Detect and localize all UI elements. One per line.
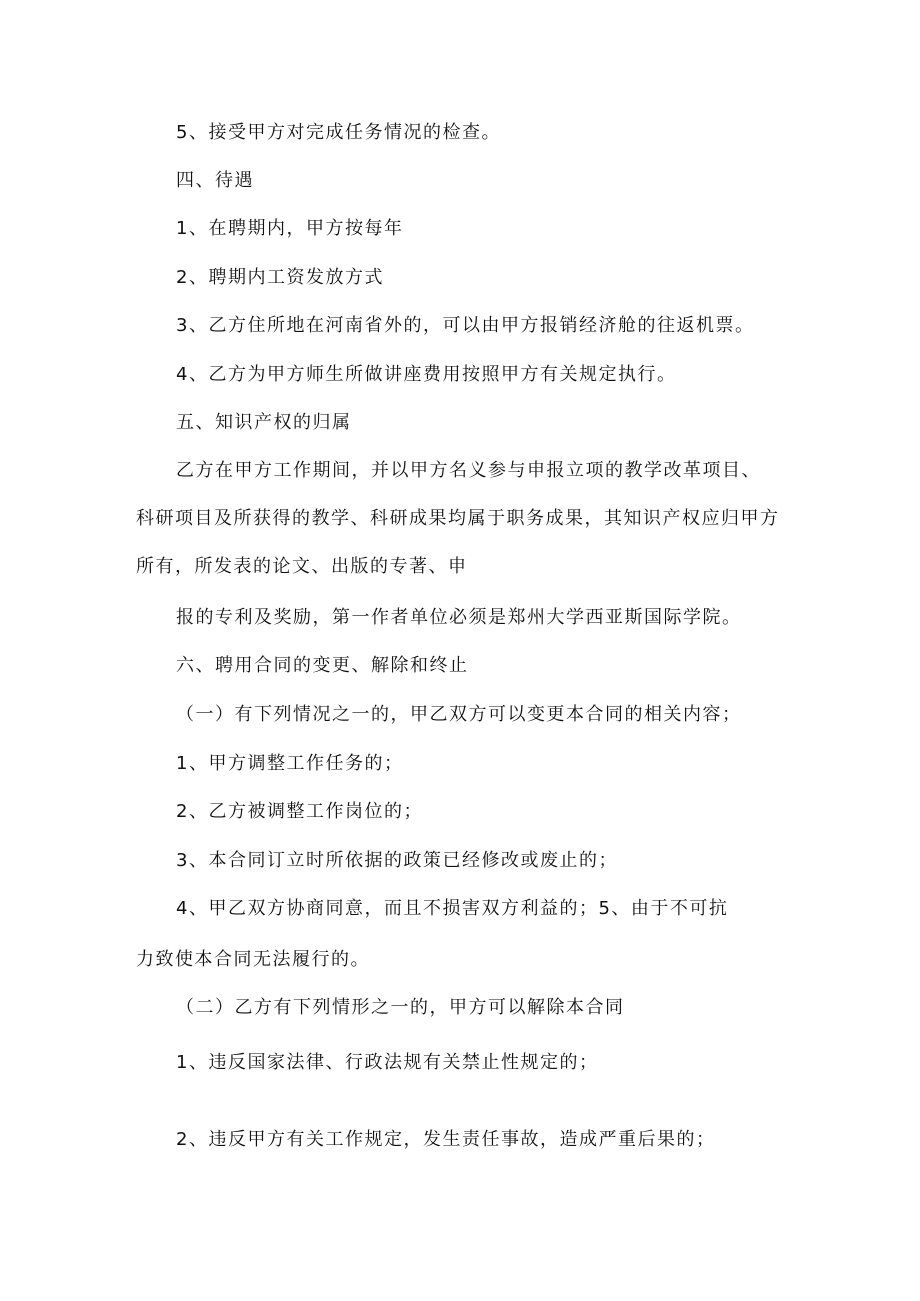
text-line: 2、聘期内工资发放方式: [176, 267, 384, 288]
paragraph-line: 乙方在甲方工作期间，并以甲方名义参与申报立项的教学改革项目、: [176, 460, 761, 481]
text-line: （一）有下列情况之一的，甲乙双方可以变更本合同的相关内容；: [176, 704, 742, 725]
section-heading: 五、知识产权的归属: [176, 412, 352, 433]
paragraph-line: 所有，所发表的论文、出版的专著、申: [136, 556, 468, 577]
list-item: 1、违反国家法律、行政法规有关禁止性规定的；: [176, 1052, 599, 1073]
section-heading: 六、聘用合同的变更、解除和终止: [176, 655, 469, 676]
list-item: 1、甲方调整工作任务的；: [176, 753, 404, 774]
list-item: 2、乙方被调整工作岗位的；: [176, 801, 423, 822]
list-item-continuation: 力致使本合同无法履行的。: [136, 949, 370, 970]
text-line: 3、乙方住所地在河南省外的，可以由甲方报销经济舱的往返机票。: [176, 315, 755, 336]
text-line: 1、在聘期内，甲方按每年: [176, 218, 404, 239]
section-heading: 四、待遇: [176, 170, 254, 191]
paragraph-line: 报的专利及奖励，第一作者单位必须是郑州大学西亚斯国际学院。: [176, 607, 742, 628]
text-line: 5、接受甲方对完成任务情况的检查。: [176, 122, 501, 143]
text-line: （二）乙方有下列情形之一的，甲方可以解除本合同: [176, 997, 625, 1018]
paragraph-line: 科研项目及所获得的教学、科研成果均属于职务成果，其知识产权应归甲方: [136, 508, 780, 529]
text-line: 4、乙方为甲方师生所做讲座费用按照甲方有关规定执行。: [176, 364, 677, 385]
list-item: 2、违反甲方有关工作规定，发生责任事故，造成严重后果的；: [176, 1129, 716, 1150]
list-item: 3、本合同订立时所依据的政策已经修改或废止的；: [176, 850, 618, 871]
list-item: 4、甲乙双方协商同意，而且不损害双方利益的；5、由于不可抗: [176, 898, 729, 919]
